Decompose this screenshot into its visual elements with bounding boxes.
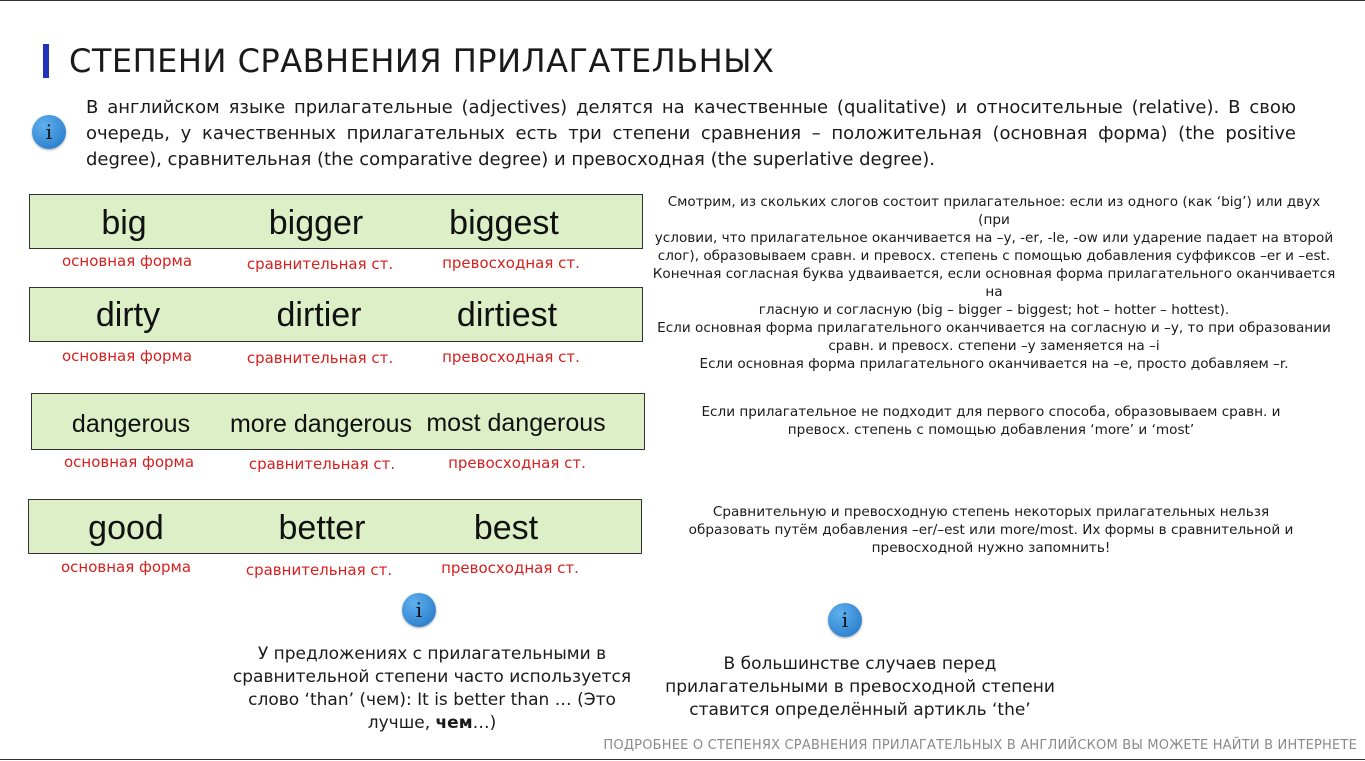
label-comparative: сравнительная ст. (245, 561, 393, 579)
word-comparative: more dangerous (229, 410, 413, 438)
tip-than (232, 643, 632, 735)
intro-paragraph: В английском языке прилагательные (adjectives) делятся на качественные (qualitative) и относительные (relative). В свою очередь, у качественных прилагательных есть три степени сравнения – положительная (основная форма) (the positive degree), сравнительная (the comparative degree) и превосходная (the superlative degree). (86, 97, 1296, 170)
label-superlative: превосходная ст. (441, 559, 579, 577)
title-accent-bar (43, 44, 49, 78)
note-line: Смотрим, из скольких слогов состоит прилагательное: если из одного (как ‘big’) или двух (при (667, 194, 1321, 228)
note-suffix-rule (650, 193, 1338, 373)
word-positive: good (88, 509, 164, 547)
note-irregular-rule (680, 503, 1302, 557)
word-comparative: bigger (268, 204, 364, 242)
note-line: Сравнительную и превосходную степень некоторых прилагательных нельзя (712, 504, 1270, 520)
note-line: гласную и согласную (big – bigger – biggest; hot – hotter – hottest). (758, 302, 1230, 318)
word-positive: dirty (95, 296, 161, 334)
tip-than-bold: чем (435, 713, 473, 733)
slide-top-border (0, 0, 1365, 1)
note-line: образовать путём добавления –er/–est или more/most. Их формы в сравнительной и (688, 522, 1294, 538)
label-superlative: превосходная ст. (448, 454, 586, 472)
label-positive: основная форма (63, 453, 195, 471)
word-positive: big (101, 204, 147, 242)
info-icon: i (32, 115, 66, 149)
label-superlative: превосходная ст. (442, 348, 580, 366)
info-icon: i (402, 593, 436, 627)
page-title: СТЕПЕНИ СРАВНЕНИЯ ПРИЛАГАТЕЛЬНЫХ (69, 42, 775, 80)
info-icon: i (828, 603, 862, 637)
label-comparative: сравнительная ст. (246, 255, 394, 273)
label-positive: основная форма (61, 347, 193, 365)
note-line: Если прилагательное не подходит для первого способа, образовываем сравн. и (701, 404, 1281, 420)
note-line: превосходной нужно запомнить! (871, 540, 1111, 556)
note-line: Если основная форма прилагательного оканчивается на согласную и –y, то при образовании (657, 320, 1331, 336)
word-positive: dangerous (71, 410, 191, 438)
word-superlative: best (473, 509, 539, 547)
slide-bottom-border (0, 759, 1365, 760)
tip-than-tail: …) (472, 713, 497, 733)
label-positive: основная форма (60, 558, 192, 576)
label-comparative: сравнительная ст. (248, 455, 396, 473)
word-comparative: dirtier (276, 296, 362, 334)
label-positive: основная форма (61, 252, 193, 270)
note-line: условии, что прилагательное оканчивается на –y, -er, -le, -ow или ударение падает на второй (654, 230, 1334, 246)
note-line: сравн. и превосх. степени –y заменяется на –i (828, 338, 1160, 354)
note-more-most-rule (680, 403, 1302, 439)
tip-the: В большинстве случаев перед прилагательными в превосходной степени ставится определённый артикль ‘the’ (665, 654, 1055, 720)
tip-than-text: У предложениях с прилагательными в сравнительной степени часто используется слово ‘than’ (чем): It is better than … (Это лучше, (232, 644, 632, 733)
note-line: Если основная форма прилагательного оканчивается на –e, просто добавляем –r. (699, 356, 1289, 372)
label-superlative: превосходная ст. (442, 254, 580, 272)
label-comparative: сравнительная ст. (246, 349, 394, 367)
word-superlative: biggest (449, 204, 559, 242)
note-line: слог), образовываем сравн. и превосх. степень с помощью добавления суффиксов –er и –est. (657, 248, 1331, 264)
word-superlative: dirtiest (456, 296, 558, 334)
note-line: Конечная согласная буква удваивается, если основная форма прилагательного оканчивается на (652, 266, 1336, 300)
word-superlative: most dangerous (426, 409, 606, 437)
word-comparative: better (278, 509, 366, 547)
note-line: превосх. степень с помощью добавления ‘more’ и ‘most’ (787, 422, 1195, 438)
footer-note: ПОДРОБНЕЕ О СТЕПЕНЯХ СРАВНЕНИЯ ПРИЛАГАТЕЛЬНЫХ В АНГЛИЙСКОМ ВЫ МОЖЕТЕ НАЙТИ В ИНТЕРНЕТЕ (603, 738, 1357, 753)
